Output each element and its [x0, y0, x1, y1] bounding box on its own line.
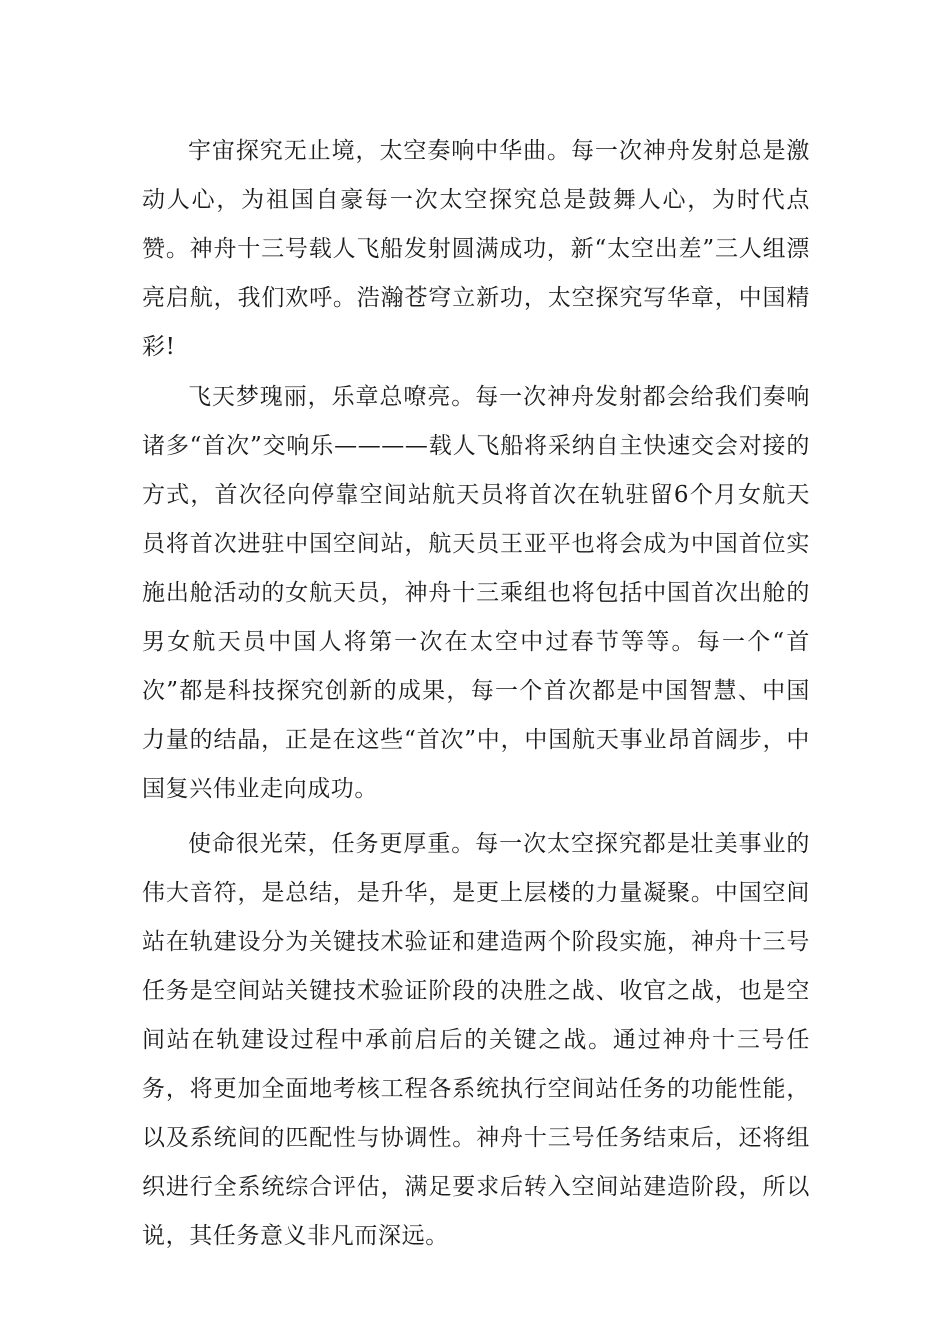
paragraph-1: 宇宙探究无止境，太空奏响中华曲。每一次神舟发射总是激动人心，为祖国自豪每一次太空探究总是鼓舞人心，为时代点赞。神舟十三号载人飞船发射圆满成功，新“太空出差”三人组漂亮启航，我们欢呼。浩瀚苍穹立新功，太空探究写华章，中国精彩! [142, 138, 810, 360]
paragraph-3: 使命很光荣，任务更厚重。每一次太空探究都是壮美事业的伟大音符，是总结，是升华，是更上层楼的力量凝聚。中国空间站在轨建设分为关键技术验证和建造两个阶段实施，神舟十三号任务是空间站关键技术验证阶段的决胜之战、收官之战，也是空间站在轨建设过程中承前启后的关键之战。通过神舟十三号任务，将更加全面地考核工程各系统执行空间站任务的功能性能，以及系统间的匹配性与协调性。神舟十三号任务结束后，还将组织进行全系统综合评估，满足要求后转入空间站建造阶段，所以说，其任务意义非凡而深远。 [142, 831, 810, 1249]
document-body [142, 127, 810, 1261]
paragraph-2: 飞天梦瑰丽，乐章总嘹亮。每一次神舟发射都会给我们奏响诸多“首次”交响乐————载人飞船将采纳自主快速交会对接的方式，首次径向停靠空间站航天员将首次在轨驻留6个月女航天员将首次进驻中国空间站，航天员王亚平也将会成为中国首位实施出舱活动的女航天员，神舟十三乘组也将包括中国首次出舱的男女航天员中国人将第一次在太空中过春节等等。每一个“首次”都是科技探究创新的成果，每一个首次都是中国智慧、中国力量的结晶，正是在这些“首次”中，中国航天事业昂首阔步，中国复兴伟业走向成功。 [142, 384, 810, 802]
